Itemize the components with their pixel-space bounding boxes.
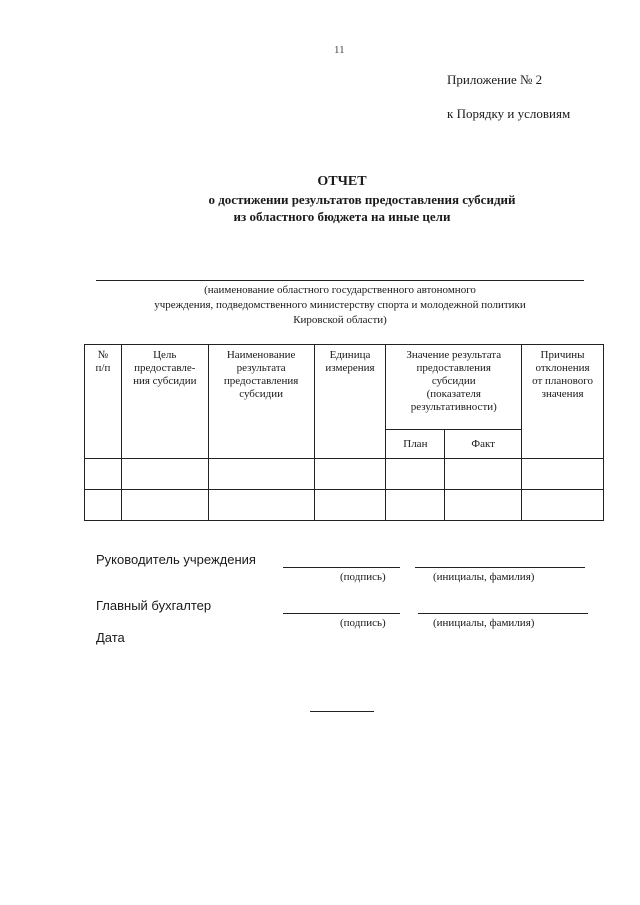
- head-initials-line[interactable]: [415, 567, 585, 568]
- table-cell[interactable]: [314, 490, 386, 521]
- head-signature-caption: (подпись): [340, 571, 386, 583]
- accountant-signature-line[interactable]: [283, 613, 400, 614]
- end-divider: [310, 711, 374, 712]
- table-cell[interactable]: [386, 490, 445, 521]
- accountant-signature-caption: (подпись): [340, 617, 386, 629]
- table-cell[interactable]: [121, 459, 208, 490]
- institution-caption-line3: Кировской области): [293, 314, 387, 326]
- date-label: Дата: [96, 630, 125, 645]
- institution-caption-line2: учреждения, подведомственного министерству спорта и молодежной политики: [154, 299, 526, 311]
- report-subtitle-line2: из областного бюджета на иные цели: [233, 209, 451, 224]
- institution-name-line[interactable]: [96, 280, 584, 281]
- table-cell[interactable]: [208, 490, 314, 521]
- header-num: № п/п: [85, 345, 122, 459]
- appendix-subtitle: к Порядку и условиям: [447, 106, 571, 121]
- page-number: 11: [334, 44, 345, 56]
- accountant-initials-line[interactable]: [418, 613, 588, 614]
- head-initials-caption: (инициалы, фамилия): [433, 571, 535, 583]
- header-reasons: Причины отклонения от планового значения: [522, 345, 604, 459]
- table-cell[interactable]: [445, 490, 522, 521]
- header-value: Значение результата предоставления субсидии (показателя результативности): [386, 345, 522, 430]
- table-cell[interactable]: [85, 490, 122, 521]
- table-cell[interactable]: [121, 490, 208, 521]
- report-title: ОТЧЕТ: [317, 174, 367, 189]
- table-cell[interactable]: [445, 459, 522, 490]
- appendix-title: Приложение № 2: [447, 72, 543, 87]
- institution-caption: [96, 283, 584, 328]
- report-subtitle-line1: о достижении результатов предоставления субсидий: [208, 192, 516, 207]
- table-cell[interactable]: [522, 490, 604, 521]
- header-result-name: Наименование результата предоставления субсидии: [208, 345, 314, 459]
- table-cell[interactable]: [386, 459, 445, 490]
- table-cell[interactable]: [314, 459, 386, 490]
- header-unit: Единица измерения: [314, 345, 386, 459]
- head-signature-line[interactable]: [283, 567, 400, 568]
- header-plan: План: [386, 430, 445, 459]
- table-cell[interactable]: [522, 459, 604, 490]
- table-cell[interactable]: [208, 459, 314, 490]
- institution-caption-line1: (наименование областного государственного автономного: [204, 284, 476, 296]
- accountant-label: Главный бухгалтер: [96, 598, 212, 613]
- head-label: Руководитель учреждения: [96, 552, 256, 567]
- table-cell[interactable]: [85, 459, 122, 490]
- table-row: [85, 490, 604, 521]
- table-row: [85, 459, 604, 490]
- report-table: [84, 344, 604, 521]
- accountant-initials-caption: (инициалы, фамилия): [433, 617, 535, 629]
- header-goal: Цель предоставле- ния субсидии: [121, 345, 208, 459]
- header-fact: Факт: [445, 430, 522, 459]
